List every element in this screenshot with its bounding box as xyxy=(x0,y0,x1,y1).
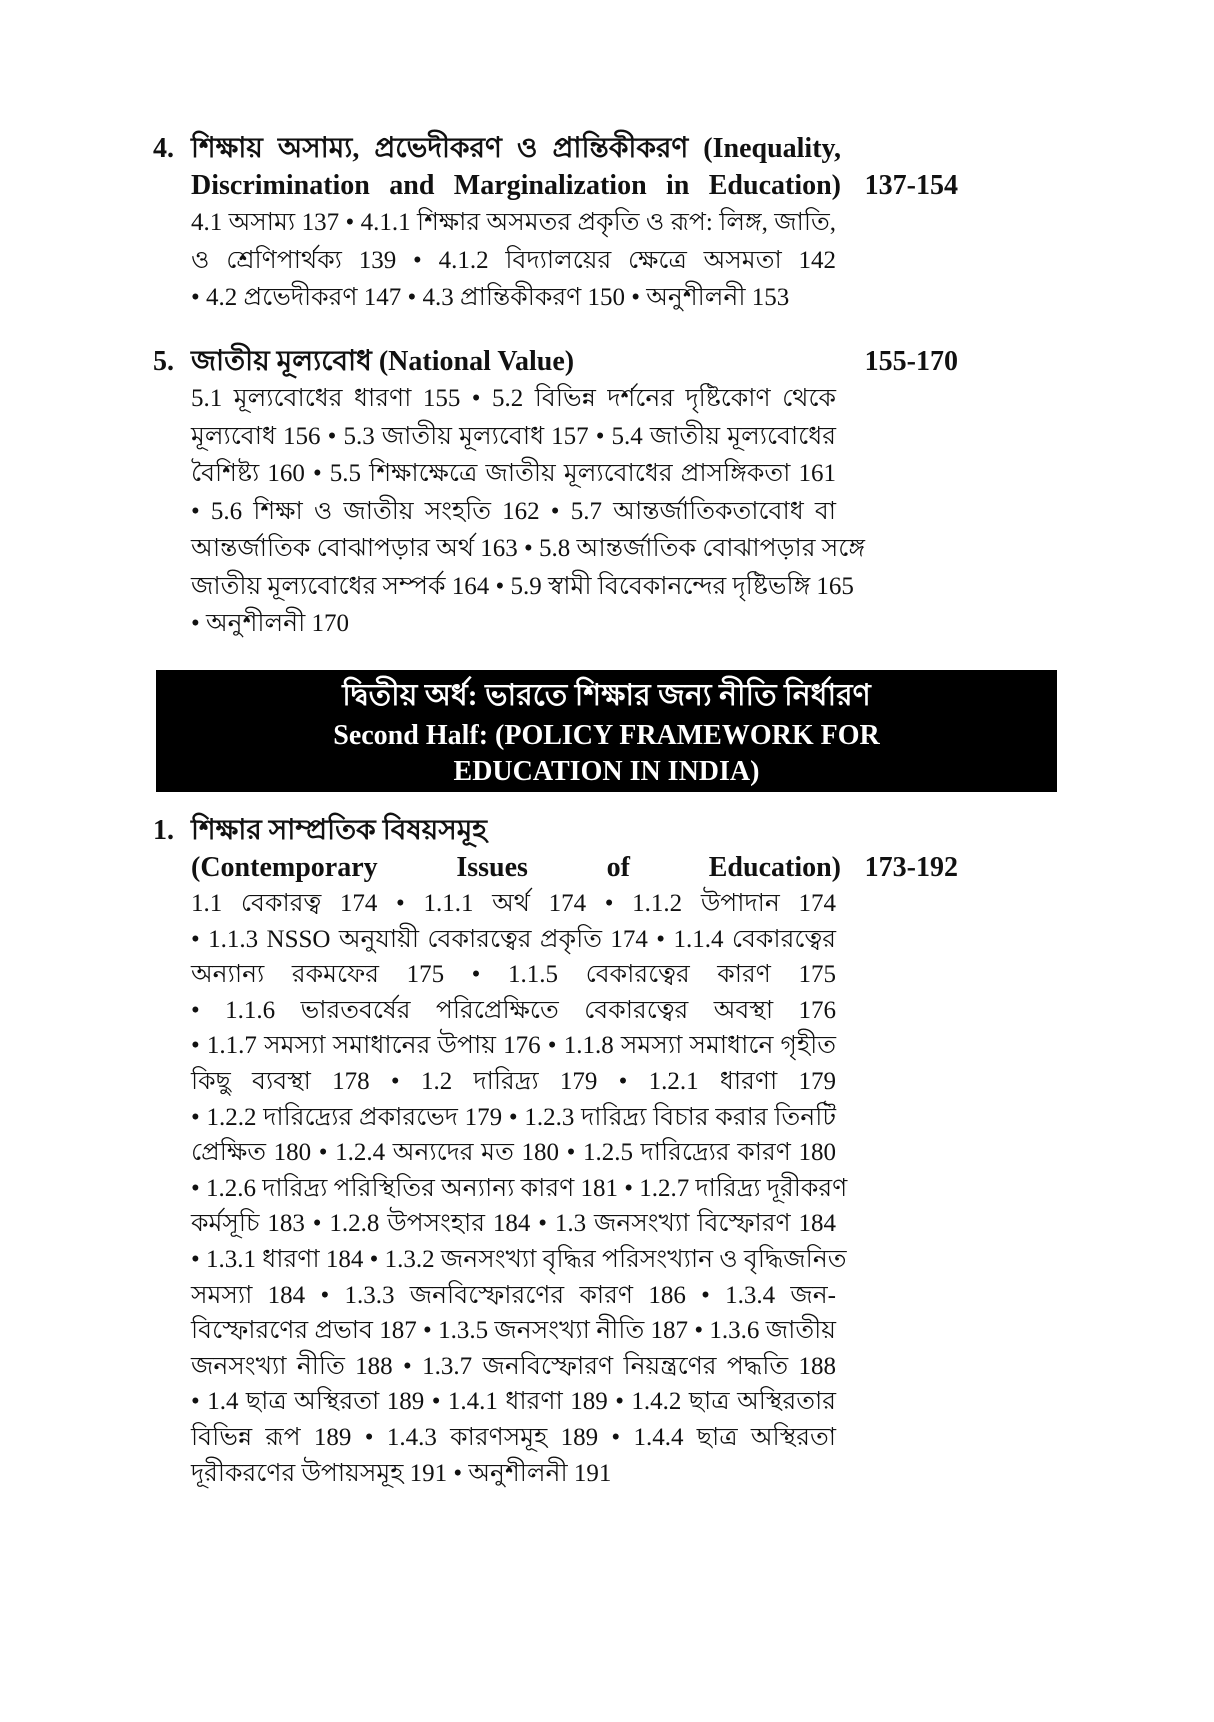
subtopic-line: • 1.1.3 NSSO অনুযায়ী বেকারত্বের প্রকৃতি 174 • 1.1.4 বেকারত্বের xyxy=(191,925,836,953)
subtopic-line: • 1.4 ছাত্র অস্থিরতা 189 • 1.4.1 ধারণা 189 • 1.4.2 ছাত্র অস্থিরতার xyxy=(191,1388,836,1416)
entry-title-line[interactable]: (Contemporary Issues of Education) xyxy=(191,852,841,883)
subtopic-line: • 1.2.2 দারিদ্র্যের প্রকারভেদ 179 • 1.2.3 দারিদ্র্য বিচার করার তিনটি xyxy=(191,1103,836,1131)
banner-english-line1: Second Half: (POLICY FRAMEWORK FOR xyxy=(333,720,880,751)
toc-entry-1 xyxy=(153,812,958,1491)
banner-english-line2: EDUCATION IN INDIA) xyxy=(453,756,760,787)
subtopic-line: কিছু ব্যবস্থা 178 • 1.2 দারিদ্র্য 179 • 1.2.1 ধারণা 179 xyxy=(191,1067,836,1095)
entry-title-line[interactable]: শিক্ষার সাম্প্রতিক বিষয়সমূহ xyxy=(191,815,488,846)
subtopic-line: বিস্ফোরণের প্রভাব 187 • 1.3.5 জনসংখ্যা নীতি 187 • 1.3.6 জাতীয় xyxy=(191,1317,836,1345)
toc-entry-5 xyxy=(153,343,958,643)
subtopic-line: 4.1 অসাম্য 137 • 4.1.1 শিক্ষার অসমতর প্রকৃতি ও রূপ: লিঙ্গ, জাতি, xyxy=(191,209,836,236)
subtopic-line: মূল্যবোধ 156 • 5.3 জাতীয় মূল্যবোধ 157 • 5.4 জাতীয় মূল্যবোধের xyxy=(191,422,836,450)
entry-number: 4. xyxy=(153,133,174,164)
entry-title-line[interactable]: জাতীয় মূল্যবোধ (National Value) xyxy=(191,346,575,377)
subtopic-line: কর্মসূচি 183 • 1.2.8 উপসংহার 184 • 1.3 জনসংখ্যা বিস্ফোরণ 184 xyxy=(191,1210,836,1238)
subtopic-line: সমস্যা 184 • 1.3.3 জনবিস্ফোরণের কারণ 186 • 1.3.4 জন- xyxy=(191,1281,836,1309)
subtopic-line: • 4.2 প্রভেদীকরণ 147 • 4.3 প্রান্তিকীকরণ 150 • অনুশীলনী 153 xyxy=(191,284,790,311)
entry-title-line[interactable]: শিক্ষায় অসাম্য, প্রভেদীকরণ ও প্রান্তিকীকরণ (Inequality, xyxy=(191,133,841,164)
banner-bengali-title: দ্বিতীয় অর্ধ: ভারতে শিক্ষার জন্য নীতি নির্ধারণ xyxy=(342,679,871,712)
entry-page-range: 155-170 xyxy=(864,346,958,377)
subtopic-line: জাতীয় মূল্যবোধের সম্পর্ক 164 • 5.9 স্বামী বিবেকানন্দের দৃষ্টিভঙ্গি 165 xyxy=(191,572,854,600)
subtopic-line: • 1.1.7 সমস্যা সমাধানের উপায় 176 • 1.1.8 সমস্যা সমাধানে গৃহীত xyxy=(191,1032,836,1060)
entry-title-line[interactable]: Discrimination and Marginalization in Education) xyxy=(191,170,841,201)
subtopic-line: প্রেক্ষিত 180 • 1.2.4 অন্যদের মত 180 • 1.2.5 দারিদ্র্যের কারণ 180 xyxy=(191,1139,836,1167)
entry-number: 5. xyxy=(153,346,174,377)
section-banner xyxy=(156,670,1057,792)
subtopic-line: • 1.1.6 ভারতবর্ষের পরিপ্রেক্ষিতে বেকারত্বের অবস্থা 176 xyxy=(191,996,836,1024)
subtopic-line: 5.1 মূল্যবোধের ধারণা 155 • 5.2 বিভিন্ন দর্শনের দৃষ্টিকোণ থেকে xyxy=(191,385,836,412)
entry-page-range: 137-154 xyxy=(864,170,958,201)
subtopic-line: আন্তর্জাতিক বোঝাপড়ার অর্থ 163 • 5.8 আন্তর্জাতিক বোঝাপড়ার সঙ্গে xyxy=(191,535,865,562)
subtopic-line: • 5.6 শিক্ষা ও জাতীয় সংহতি 162 • 5.7 আন্তর্জাতিকতাবোধ বা xyxy=(191,497,836,525)
toc-entry-4 xyxy=(153,130,958,317)
subtopic-line: জনসংখ্যা নীতি 188 • 1.3.7 জনবিস্ফোরণ নিয়ন্ত্রণের পদ্ধতি 188 xyxy=(191,1352,836,1380)
subtopic-line: 1.1 বেকারত্ব 174 • 1.1.1 অর্থ 174 • 1.1.2 উপাদান 174 xyxy=(191,890,836,917)
subtopic-line: • 1.3.1 ধারণা 184 • 1.3.2 জনসংখ্যা বৃদ্ধির পরিসংখ্যান ও বৃদ্ধিজনিত xyxy=(191,1245,847,1273)
entry-number: 1. xyxy=(153,815,174,846)
subtopic-line: • অনুশীলনী 170 xyxy=(191,610,349,637)
subtopic-line: অন্যান্য রকমফের 175 • 1.1.5 বেকারত্বের কারণ 175 xyxy=(191,961,836,989)
subtopic-line: দূরীকরণের উপায়সমূহ 191 • অনুশীলনী 191 xyxy=(191,1459,612,1487)
subtopic-line: • 1.2.6 দারিদ্র্য পরিস্থিতির অন্যান্য কারণ 181 • 1.2.7 দারিদ্র্য দূরীকরণ xyxy=(191,1174,848,1202)
subtopic-line: বিভিন্ন রূপ 189 • 1.4.3 কারণসমূহ 189 • 1.4.4 ছাত্র অস্থিরতা xyxy=(191,1423,836,1451)
subtopic-line: ও শ্রেণিপার্থক্য 139 • 4.1.2 বিদ্যালয়ের ক্ষেত্রে অসমতা 142 xyxy=(191,246,836,274)
entry-page-range: 173-192 xyxy=(864,852,958,883)
subtopic-line: বৈশিষ্ট্য 160 • 5.5 শিক্ষাক্ষেত্রে জাতীয় মূল্যবোধের প্রাসঙ্গিকতা 161 xyxy=(191,460,836,487)
